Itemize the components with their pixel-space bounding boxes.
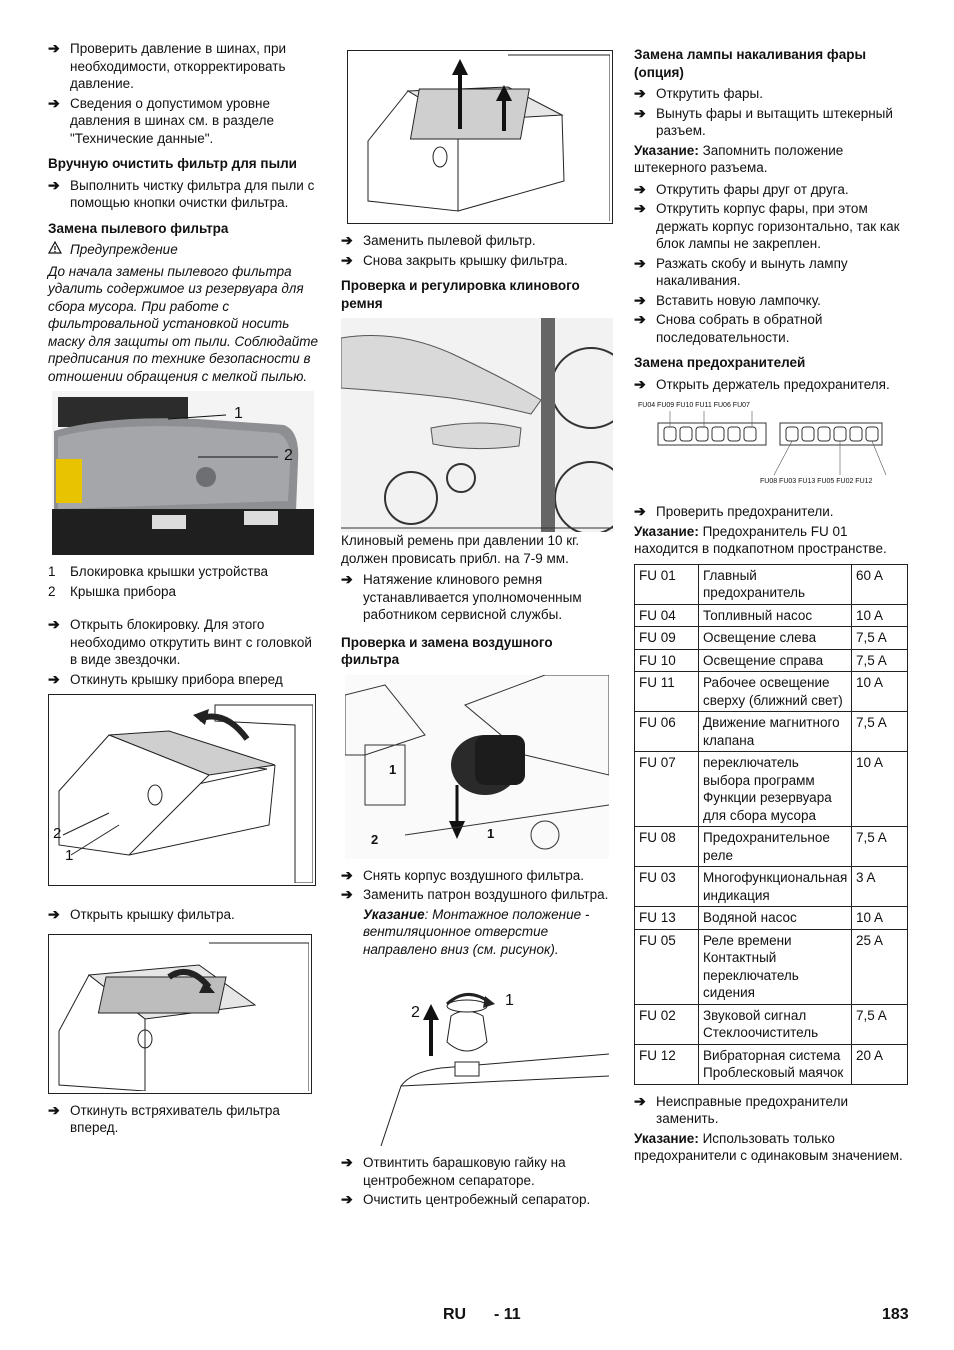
legend-item: 1 Блокировка крышки устройства [48, 564, 269, 579]
column-3 [634, 40, 908, 1169]
legend-item: 2 Крышка прибора [48, 583, 176, 599]
arrow-icon: ➔ [341, 232, 353, 248]
section-heading-filter-replace: Замена пылевого фильтра [48, 220, 229, 236]
arrow-icon: ➔ [48, 176, 60, 193]
table-row: FU 10 Освещение справа 7,5 A [635, 649, 908, 672]
arrow-icon: ➔ [48, 94, 60, 111]
list-item: ➔ Снова закрыть крышку фильтра. [341, 251, 568, 268]
warning-triangle-icon [48, 241, 70, 259]
callout-1: 1 [234, 405, 243, 422]
list-item: ➔ Отвинтить барашковую гайку на центробежном сепараторе. [341, 1154, 566, 1188]
arrow-icon: ➔ [48, 906, 60, 922]
arrow-icon: ➔ [48, 40, 60, 56]
arrow-icon: ➔ [341, 571, 353, 587]
callout-2: 2 [411, 1004, 420, 1021]
arrow-icon: ➔ [341, 866, 353, 883]
fuse-labels-bottom: FU08 FU03 FU13 FU05 FU02 FU12 [760, 478, 873, 485]
arrow-icon: ➔ [634, 311, 646, 327]
list-item: ➔ Проверить давление в шинах, при необходимости, откорректировать давление. [48, 40, 287, 91]
callout-1: 1 [65, 847, 74, 864]
arrow-icon: ➔ [48, 670, 60, 687]
figure-open-cover [48, 694, 316, 886]
arrow-icon: ➔ [634, 254, 646, 271]
column-1 [48, 40, 320, 1139]
arrow-icon: ➔ [48, 616, 60, 632]
table-row: FU 13 Водяной насос 10 A [635, 907, 908, 930]
warning-text: До начала замены пылевого фильтра удалить содержимое из резервуара для сбора мусора. При работе с фильтровальной установкой носить маску для защиты от пыли. Соблюдайте предписания по технике безопасности в отношении обращения с мелкой пылью. [48, 263, 319, 384]
belt-text: Клиновый ремень при давлении 10 кг. должен провисать прибл. на 7-9 мм. [341, 533, 580, 566]
footer-lang: RU [443, 1306, 467, 1323]
section-heading-vbelt: Проверка и регулировка клинового ремня [341, 278, 580, 311]
callout-1: 1 [389, 761, 397, 777]
arrow-icon: ➔ [341, 886, 353, 902]
figure-air-filter [345, 675, 609, 859]
list-item: ➔ Проверить предохранители. [634, 503, 834, 519]
figure-filter-shaker [48, 934, 312, 1094]
table-row: FU 04 Топливный насос 10 A [635, 604, 908, 627]
figure-separator [341, 976, 609, 1146]
list-item: ➔ Разжать скобу и вынуть лампу накаливания. [634, 254, 848, 288]
list-item: ➔ Заменить пылевой фильтр. [341, 232, 536, 248]
list-item: ➔ Снять корпус воздушного фильтра. [341, 866, 584, 883]
list-item: ➔ Очистить центробежный сепаратор. [341, 1191, 591, 1207]
fuse-labels-top: FU04 FU09 FU10 FU11 FU06 FU07 [638, 402, 750, 409]
table-row: FU 07 переключатель выбора программ Функции резервуара для сбора мусора 10 A [635, 752, 908, 827]
arrow-icon: ➔ [634, 1092, 646, 1109]
note-fu01: Указание: Предохранитель FU 01 находится в подкапотном пространстве. [634, 523, 887, 556]
table-row: FU 12 Вибраторная система Проблесковый маячок 20 A [635, 1044, 908, 1084]
list-item: ➔ Открутить фары. [634, 85, 763, 101]
callout-1: 1 [505, 992, 514, 1009]
section-heading-manual-clean: Вручную очистить фильтр для пыли [48, 156, 297, 171]
table-row: FU 03 Многофункциональная индикация 3 A [635, 867, 908, 907]
arrow-icon: ➔ [48, 1101, 60, 1118]
section-heading-fuses: Замена предохранителей [634, 355, 806, 370]
note-same-value: Указание: Использовать только предохранители с одинаковым значением. [634, 1130, 903, 1163]
callout-1b: 1 [487, 825, 495, 841]
note-connector: Указание: Запомнить положение штекерного разъема. [634, 142, 844, 175]
list-item: ➔ Вынуть фары и вытащить штекерный разъем. [634, 104, 893, 138]
table-row: FU 01 Главный предохранитель 60 A [635, 564, 908, 604]
list-item: ➔ Откинуть встряхиватель фильтра вперед. [48, 1101, 280, 1135]
arrow-icon: ➔ [634, 375, 646, 392]
arrow-icon: ➔ [634, 104, 646, 121]
list-item: ➔ Вставить новую лампочку. [634, 291, 821, 308]
list-item: ➔ Сведения о допустимом уровне давления в шинах см. в разделе "Технические данные". [48, 94, 274, 146]
arrow-icon: ➔ [341, 1191, 353, 1207]
arrow-icon: ➔ [341, 251, 353, 268]
list-item: ➔ Неисправные предохранители заменить. [634, 1092, 848, 1126]
arrow-icon: ➔ [634, 503, 646, 519]
arrow-icon: ➔ [634, 291, 646, 308]
warning-heading: Предупреждение [48, 241, 320, 259]
callout-2: 2 [284, 447, 293, 464]
list-item: ➔ Открыть держатель предохранителя. [634, 375, 890, 392]
table-row: FU 11 Рабочее освещение сверху (ближний свет) 10 A [635, 672, 908, 712]
list-item: ➔ Заменить патрон воздушного фильтра. [341, 886, 609, 902]
table-row: FU 05 Реле времени Контактный переключатель сидения 25 A [635, 929, 908, 1004]
list-item: ➔ Открыть блокировку. Для этого необходимо открутить винт с головкой в виде звездочки. [48, 616, 312, 667]
table-row: FU 09 Освещение слева 7,5 A [635, 627, 908, 650]
figure-vbelt [341, 318, 613, 532]
list-item: ➔ Открутить корпус фары, при этом держать корпус горизонтально, так как блок лампы не закреплен. [634, 200, 900, 251]
arrow-icon: ➔ [634, 85, 646, 101]
callout-2: 2 [371, 831, 379, 847]
arrow-icon: ➔ [634, 180, 646, 197]
list-item: ➔ Откинуть крышку прибора вперед [48, 670, 283, 687]
list-item: ➔ Открутить фары друг от друга. [634, 180, 849, 197]
table-row: FU 06 Движение магнитного клапана 7,5 A [635, 712, 908, 752]
arrow-icon: ➔ [634, 200, 646, 216]
figure-fuse-holder [634, 401, 908, 497]
fuse-table [634, 564, 908, 1085]
section-heading-air-filter: Проверка и замена воздушного фильтра [341, 634, 553, 667]
table-row: FU 02 Звуковой сигнал Стеклоочиститель 7,5 A [635, 1004, 908, 1044]
figure-filter-removal [347, 50, 613, 224]
callout-2: 2 [53, 825, 62, 842]
arrow-icon: ➔ [341, 1154, 353, 1170]
note-mounting: Указание: Монтажное положение - вентиляционное отверстие направлено вниз (см. рисунок). [363, 906, 590, 957]
list-item: ➔ Натяжение клинового ремня устанавливается уполномоченным работником сервисной службы. [341, 571, 582, 622]
column-2 [341, 40, 613, 1211]
list-item: ➔ Снова собрать в обратной последовательности. [634, 311, 823, 345]
table-row: FU 08 Предохранительное реле 7,5 A [635, 827, 908, 867]
section-heading-lamp: Замена лампы накаливания фары (опция) [634, 47, 866, 80]
figure-machine-cover [48, 391, 320, 555]
list-item: ➔ Выполнить чистку фильтра для пыли с помощью кнопки очистки фильтра. [48, 176, 315, 210]
list-item: ➔ Открыть крышку фильтра. [48, 906, 235, 922]
footer-page-number: 183 [882, 1306, 909, 1323]
footer-section-page: - 11 [494, 1306, 521, 1323]
